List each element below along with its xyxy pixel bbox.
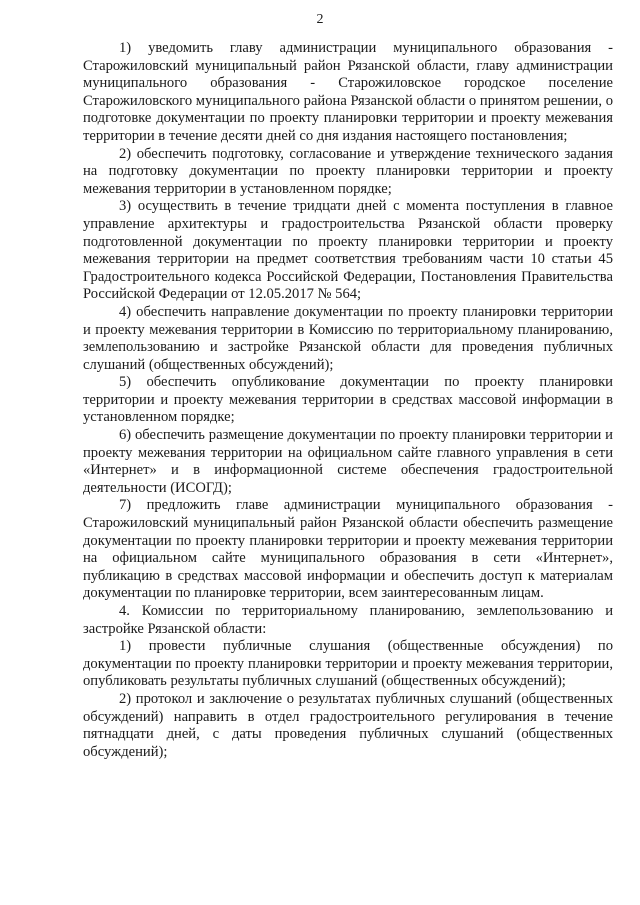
paragraph-item-5: 5) обеспечить опубликование документации по проекту планировки территории и проекту межевания территории в средствах массовой информации в установленном порядке;: [83, 374, 613, 426]
paragraph-item-4: 4) обеспечить направление документации по проекту планировки территории и проекту межевания территории в Комиссию по территориальному планированию, землепользованию и застройке Рязанской области для проведения публичных слушаний (общественных обсуждений);: [83, 303, 613, 373]
paragraph-item-7: 7) предложить главе администрации муниципального образования - Старожиловский муниципальный район Рязанской области обеспечить размещение документации по проекту планировки территории и проекту межевания территории на официальном сайте муниципального образования в сети «Интернет», публикацию в средствах массовой информации и обеспечить доступ к материалам документации по планировке территории, всем заинтересованным лицам.: [83, 497, 613, 602]
document-body: [83, 40, 613, 761]
paragraph-item-6: 6) обеспечить размещение документации по проекту планировки территории и проекту межевания территории на официальном сайте главного управления в сети «Интернет» и в информационной системе обеспечения градостроительной деятельности (ИСОГД);: [83, 427, 613, 496]
section-4-item-1: 1) провести публичные слушания (общественные обсуждения) по документации по проекту планировки территории и проекту межевания территории, опубликовать результаты публичных слушаний (общественных обсуждений);: [83, 638, 613, 690]
page-number: 2: [316, 12, 324, 27]
section-4-heading: 4. Комиссии по территориальному планированию, землепользованию и застройке Рязанской области:: [83, 603, 613, 637]
section-4-item-2: 2) протокол и заключение о результатах публичных слушаний (общественных обсуждений) направить в отдел градостроительного регулирования в течение пятнадцати дней, с даты проведения публичных слушаний (общественных обсуждений);: [83, 690, 613, 760]
paragraph-item-2: 2) обеспечить подготовку, согласование и утверждение технического задания на подготовку документации по проекту планировки территории и проекту межевания территории в установленном порядке;: [83, 145, 613, 197]
paragraph-item-3: 3) осуществить в течение тридцати дней с момента поступления в главное управление архитектуры и градостроительства Рязанской области проверку подготовленной документации по проекту планировки территории и проекту межевания территории на предмет соответствия требованиям части 10 статьи 45 Градостроительного кодекса Российской Федерации, Постановления Правительства Российской Федерации от 12.05.2017 № 564;: [83, 198, 613, 303]
paragraph-item-1: 1) уведомить главу администрации муниципального образования - Старожиловский муниципальный район Рязанской области, главу администрации муниципального образования - Старожиловское городское поселение Старожиловского муниципального района Рязанской области о принятом решении, о подготовке документации по проекту планировки территории и проекту межевания территории в течение десяти дней со дня издания настоящего постановления;: [83, 40, 613, 144]
